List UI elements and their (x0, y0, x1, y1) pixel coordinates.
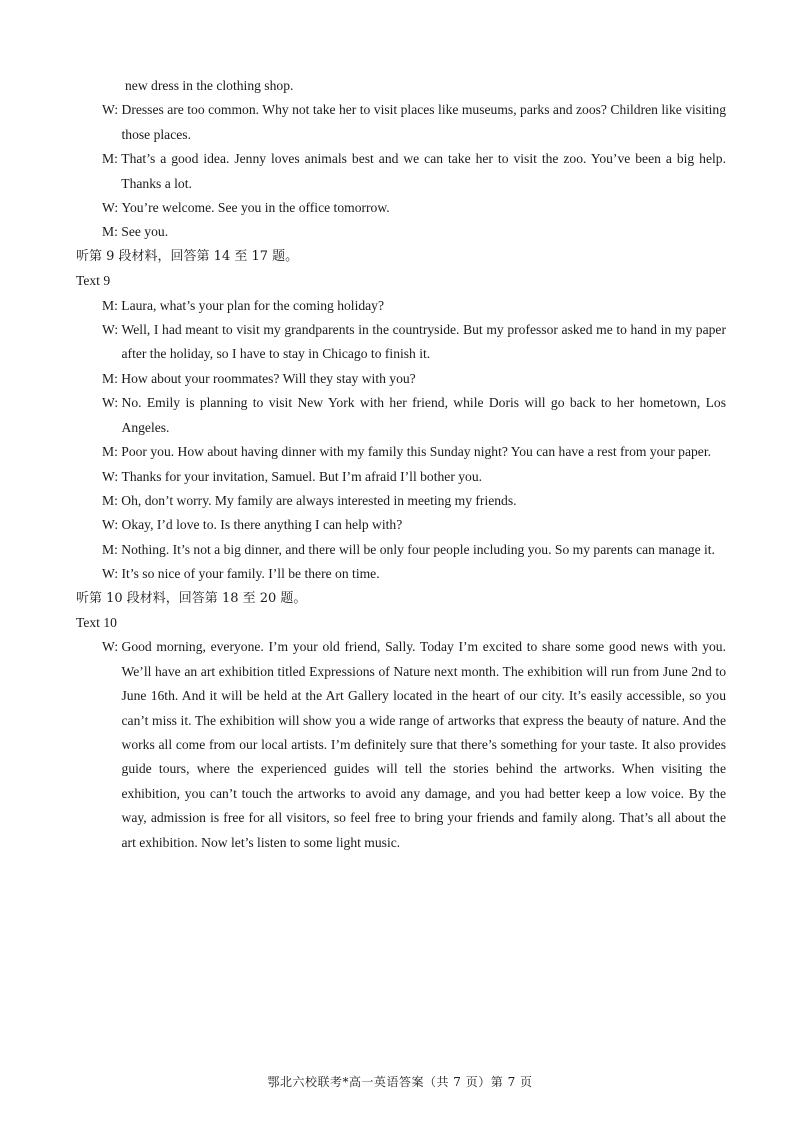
speaker-label: W: (102, 322, 119, 338)
speaker-label: W: (102, 468, 119, 484)
utterance: How about your roommates? Will they stay with you? (121, 370, 416, 386)
dialogue-turn (76, 196, 726, 220)
utterance: Okay, I’d love to. Is there anything I can help with? (121, 517, 403, 533)
dialogue-turn (76, 562, 726, 586)
speaker-label: M: (102, 297, 118, 313)
dialogue-turn (76, 489, 726, 513)
dialogue-turn (76, 538, 726, 562)
speaker-label: W: (102, 200, 119, 216)
utterance: Well, I had meant to visit my grandparents in the countryside. But my professor asked me to hand in my paper after the holiday, so I have to stay in Chicago to finish it. (121, 322, 726, 362)
utterance: Oh, don’t worry. My family are always interested in meeting my friends. (121, 492, 517, 508)
dialogue-turn (76, 147, 726, 196)
dialogue-turn (76, 318, 726, 367)
speaker-label: M: (102, 492, 118, 508)
monologue-10 (76, 635, 726, 855)
speaker-label: W: (102, 102, 119, 118)
dialogue-9 (76, 294, 726, 587)
utterance: No. Emily is planning to visit New York with her friend, while Doris will go back to her hometown, Los Angeles. (121, 395, 726, 435)
speaker-label: M: (102, 444, 118, 460)
page-footer: 鄂北六校联考*高一英语答案（共 7 页）第 7 页 (267, 1075, 533, 1089)
speaker-label: M: (102, 151, 118, 167)
dialogue-turn (76, 513, 726, 537)
text-9-heading: Text 9 (76, 273, 111, 289)
dialogue-turn (76, 294, 726, 318)
dialogue-turn (76, 220, 726, 244)
speaker-label: W: (102, 517, 119, 533)
utterance: Thanks for your invitation, Samuel. But I’m afraid I’ll bother you. (121, 468, 483, 484)
dialogue-turn (76, 391, 726, 440)
dialogue-turn (76, 367, 726, 391)
utterance: Good morning, everyone. I’m your old friend, Sally. Today I’m excited to share some good news with you. We’ll have an art exhibition titled Expressions of Nature next month. The exhibition will run from June 2nd to June 16th. And it will be held at the Art Gallery located in the heart of our city. It’s easily accessible, so you can’t miss it. The exhibition will show you a wide range of artworks that express the beauty of nature. And the works all come from our local artists. I’m definitely sure that there’s something for your taste. It also provides guide tours, where the experienced guides will tell the stories behind the artworks. When visiting the exhibition, you can’t touch the artworks to avoid any damage, and you had better keep a low voice. By the way, admission is free for all visitors, so feel free to bring your friends and family along. That’s all about the art exhibition. Now let’s listen to some light music. (121, 639, 726, 850)
utterance: You’re welcome. See you in the office tomorrow. (121, 200, 390, 216)
utterance: Laura, what’s your plan for the coming holiday? (121, 297, 385, 313)
speaker-label: M: (102, 224, 118, 240)
dialogue-turn (76, 440, 726, 464)
utterance: Dresses are too common. Why not take her to visit places like museums, parks and zoos? Children like visiting those places. (121, 102, 726, 142)
speaker-label: M: (102, 541, 118, 557)
section-instruction-9: 听第 9 段材料，回答第 14 至 17 题。 (76, 248, 299, 264)
utterance: It’s so nice of your family. I’ll be there on time. (121, 566, 380, 582)
dialogue-turn (76, 465, 726, 489)
transcript-body (76, 74, 726, 855)
utterance: Poor you. How about having dinner with my family this Sunday night? You can have a rest from your paper. (121, 444, 712, 460)
utterance: See you. (121, 224, 169, 240)
speaker-label: W: (102, 566, 119, 582)
monologue-turn (76, 635, 726, 855)
continued-line: new dress in the clothing shop. (125, 78, 294, 93)
text-10-heading: Text 10 (76, 614, 117, 630)
section-instruction-10: 听第 10 段材料，回答第 18 至 20 题。 (76, 590, 307, 606)
utterance: Nothing. It’s not a big dinner, and there will be only four people including you. So my parents can manage it. (121, 541, 715, 557)
dialogue-8-end (76, 98, 726, 244)
dialogue-turn (76, 98, 726, 147)
utterance: That’s a good idea. Jenny loves animals best and we can take her to visit the zoo. You’ve been a big help. Thanks a lot. (121, 151, 726, 191)
speaker-label: M: (102, 370, 118, 386)
speaker-label: W: (102, 395, 119, 411)
speaker-label: W: (102, 639, 119, 655)
